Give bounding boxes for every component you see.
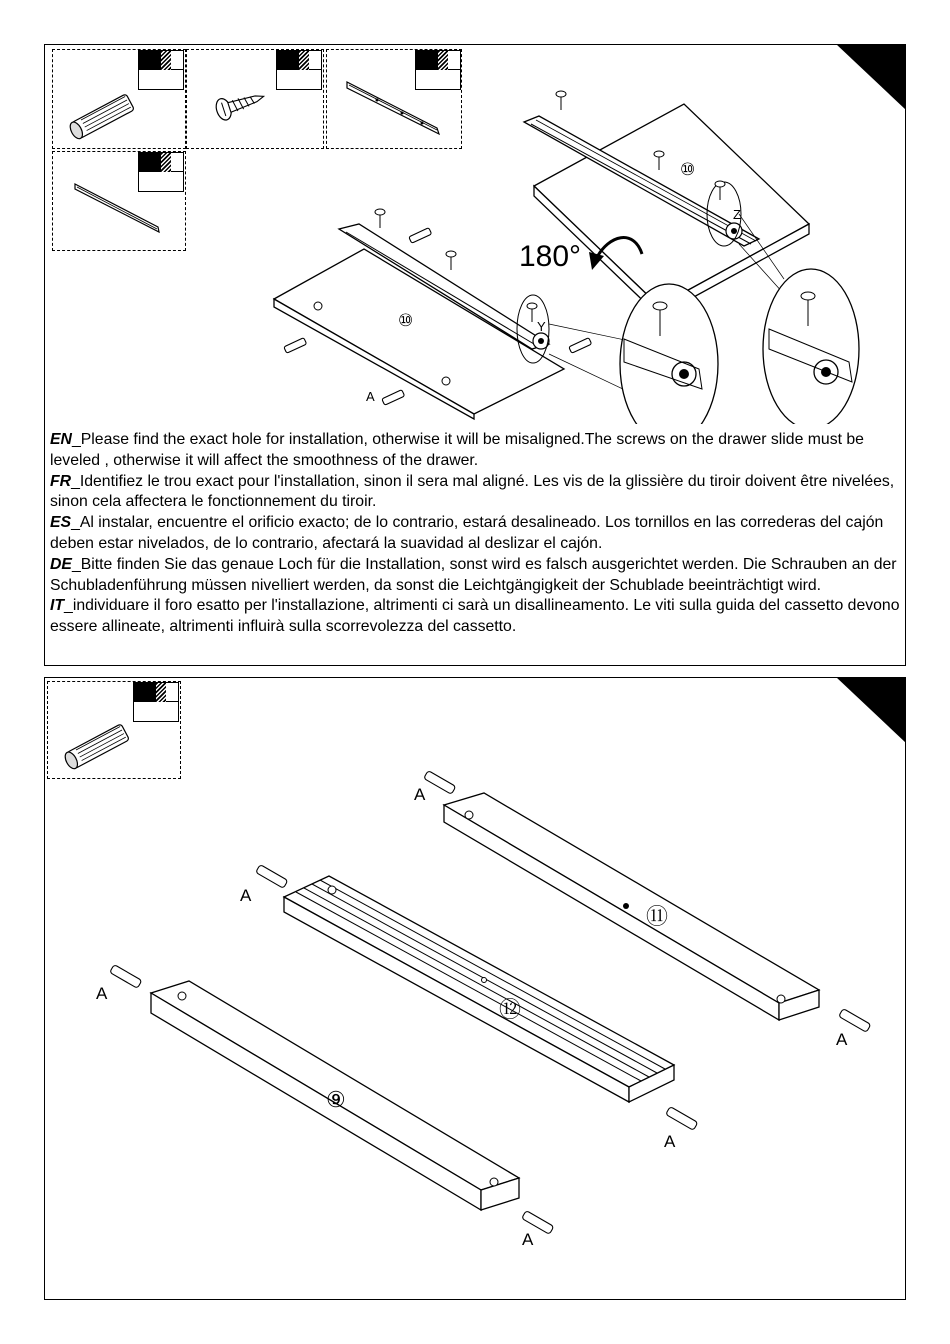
instruction-fr: FR_Identifiez le trou exact pour l'installation, sinon il sera mal aligné. Les vis de la glissière du tiroir doivent être nivelées, sinon cela affectera le fonctionnement du tiroir. [50,472,895,511]
dowel-label-a: A [96,984,108,1003]
instruction-it: IT_individuare il foro esatto per l'installazione, altrimenti ci sarà un disallineamento. Le viti sulla guida del cassetto devono essere allineate, altrimenti influirà sulla scorrevolezza del cassetto. [50,597,900,636]
rail-assembly-diagram [44,690,906,1290]
dowel-label-a: A [664,1132,676,1151]
drawer-slide-assembly-diagram [44,44,906,424]
part-number-9: ⑨ [326,1087,346,1112]
label-y: Y [537,319,546,334]
dowel-label-a: A [240,886,252,905]
dowel-label-a: A [836,1030,848,1049]
panel-number: ⑩ [398,311,414,330]
label-a: A [366,389,375,404]
rotation-label: 180° [519,240,582,273]
detail-callout-y [620,284,718,424]
instruction-en: EN_Please find the exact hole for installation, otherwise it will be misaligned.The screws on the drawer slide must be leveled , otherwise it will affect the smoothness of the drawer. [50,431,864,469]
instruction-de: DE_Bitte finden Sie das genaue Loch für die Installation, sonst wird es falsch ausgerichtet werden. Die Schrauben an der Schubladenführung müssen nivelliert werden, da sonst die Leichtgängigkeit der Schublade beeinträchtigt wird. [50,555,897,594]
detail-callout-z [763,269,859,424]
dowel-label-a: A [414,785,426,804]
label-z: Z [733,207,741,222]
dowel-label-a: A [522,1230,534,1249]
part-number-12: ⑫ [499,997,522,1022]
part-number-11: ⑪ [646,904,669,929]
panel-number-flipped: ⑩ [680,160,696,179]
instruction-text-block [50,430,900,638]
instruction-es: ES_Al instalar, encuentre el orificio exacto; de lo contrario, estará desalineado. Los tornillos en las correderas del cajón deben estar nivelados, de lo contrario, afectará la suavidad al deslizar el cajón. [50,514,884,552]
